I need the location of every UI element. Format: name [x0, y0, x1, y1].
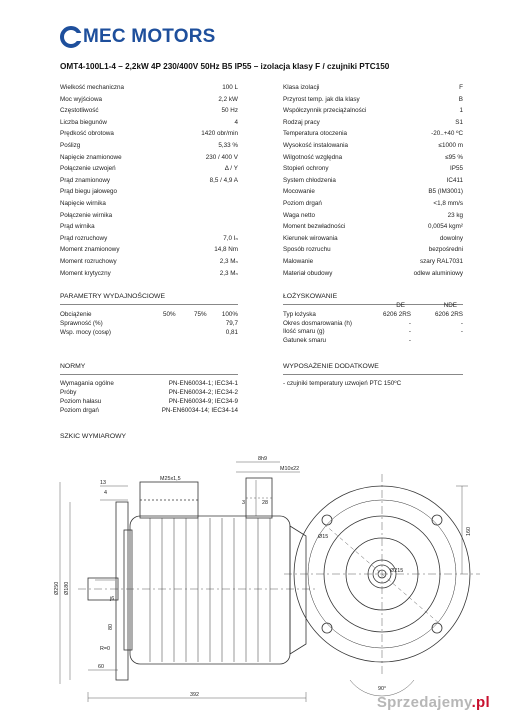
spec-value: 7,0 Iₙ	[223, 234, 238, 242]
dim-160: 160	[466, 527, 472, 536]
spec-value: 4	[234, 118, 238, 126]
dim-80: 80	[108, 624, 114, 630]
divider	[283, 374, 463, 375]
performance-cell: 75%	[194, 311, 207, 318]
dim-90: 90°	[378, 686, 387, 692]
bearings-cell: Gatunek smaru	[283, 336, 327, 344]
spec-value: -20..+40 ºC	[431, 130, 463, 138]
spec-label: Materiał obudowy	[283, 269, 333, 277]
divider	[60, 304, 238, 305]
spec-label: Klasa izolacji	[283, 84, 320, 91]
spec-value: B5 (IM3001)	[428, 188, 463, 196]
spec-label: Moment bezwładności	[283, 223, 346, 231]
norms-label: Poziom hałasu	[60, 398, 102, 405]
spec-label: Przyrost temp. jak dla klasy	[283, 95, 360, 103]
dim-m25: M25x1,5	[160, 476, 181, 482]
spec-value: 0,0054 kgm²	[427, 223, 463, 231]
bearings-table	[283, 302, 463, 348]
spec-label: Moment rozruchowy	[60, 258, 117, 265]
spec-label: Połączenie uzwojeń	[60, 165, 116, 173]
dim-j6: j6	[110, 596, 115, 602]
norms-heading: NORMY	[60, 363, 86, 370]
dim-15: Ø15	[318, 534, 329, 540]
norms-label: Próby	[60, 389, 77, 396]
spec-value: F	[459, 84, 463, 91]
spec-value: 100 L	[222, 84, 238, 91]
dim-r0: R=0	[100, 646, 111, 652]
spec-label: Współczynnik przeciążalności	[283, 107, 367, 115]
spec-label: Wilgotność względna	[283, 153, 343, 161]
extras-heading: WYPOSAŻENIE DODATKOWE	[283, 363, 379, 370]
drawing-heading: SZKIC WYMIAROWY	[60, 433, 127, 440]
spec-value: 8,5 / 4,9 A	[209, 176, 238, 184]
performance-cell: 0,81	[225, 329, 238, 336]
norms-value: PN-EN60034-1; IEC34-1	[168, 380, 238, 387]
spec-label: Moment krytyczny	[60, 269, 111, 277]
bearings-cell: -	[460, 328, 463, 336]
norms-label: Wymagania ogólne	[60, 380, 114, 387]
spec-label: Moc wyjściowa	[60, 95, 102, 103]
performance-cell: Wsp. mocy (cosφ)	[60, 329, 111, 336]
bearings-cell: Typ łożyska	[283, 311, 316, 318]
watermark-text: Sprzedajemy	[376, 694, 472, 711]
spec-value: 2,3 Mₙ	[219, 258, 238, 265]
spec-value: IC411	[446, 176, 463, 184]
norms-label: Poziom drgań	[60, 407, 99, 414]
bearings-column-header: NDE	[443, 302, 457, 309]
spec-value: Δ / Y	[224, 165, 238, 173]
dim-215: Ø215	[390, 568, 404, 574]
spec-label: Poślizg	[60, 142, 81, 149]
performance-cell: 79,7	[225, 320, 238, 327]
spec-value: 230 / 400 V	[205, 153, 238, 161]
bolt-hole	[322, 623, 332, 633]
performance-cell: Obciążenie	[60, 311, 92, 318]
spec-value: odlew aluminiowy	[413, 269, 463, 277]
spec-label: Prąd znamionowy	[60, 176, 111, 184]
spec-label: Napięcie znamionowe	[60, 153, 122, 161]
dim-13: 13	[100, 480, 106, 486]
performance-cell: 50%	[163, 311, 176, 318]
spec-label: Malowanie	[283, 258, 314, 265]
left-spec-table	[60, 84, 238, 284]
spec-value: 2,3 Mₙ	[219, 269, 238, 277]
watermark	[377, 694, 490, 711]
norms-value: PN-EN60034-9; IEC34-9	[168, 398, 238, 405]
spec-label: Połączenie wirnika	[60, 211, 113, 219]
dim-4: 4	[104, 490, 107, 496]
bearings-cell: 6206 2RS	[382, 311, 411, 318]
performance-table	[60, 311, 238, 341]
spec-value: <1,8 mm/s	[433, 200, 463, 207]
spec-label: Waga netto	[283, 211, 315, 219]
fan-cover	[290, 526, 306, 654]
spec-value: S1	[455, 118, 463, 126]
cooling-fins	[150, 518, 270, 662]
spec-label: Liczba biegunów	[60, 118, 107, 126]
spec-value: ≤95 %	[445, 153, 463, 161]
spec-value: 2,2 kW	[218, 95, 238, 103]
spec-label: Kierunek wirowania	[283, 234, 338, 242]
extras-item: - czujniki temperatury uzwojeń PTC 150ºC	[283, 380, 402, 387]
norms-value: PN-EN60034-2; IEC34-2	[168, 389, 238, 396]
divider	[60, 374, 238, 375]
dim-250: Ø250	[54, 581, 60, 595]
dim-m10: M10x22	[280, 466, 300, 472]
norms-value: PN-EN60034-14; IEC34-14	[161, 407, 238, 414]
norms-table	[60, 380, 238, 420]
spec-value: 1	[459, 107, 463, 115]
spec-label: System chłodzenia	[283, 176, 336, 184]
performance-cell: Sprawność (%)	[60, 320, 103, 327]
brand-logo	[60, 26, 216, 48]
bearings-cell: -	[408, 319, 411, 327]
spec-label: Poziom drgań	[283, 200, 322, 207]
bearings-cell: -	[460, 319, 463, 327]
right-spec-table	[283, 84, 463, 284]
spec-label: Prąd biegu jałowego	[60, 188, 118, 196]
watermark-suffix: .pl	[471, 694, 490, 711]
spec-value: 1420 obr/min	[201, 130, 238, 138]
spec-label: Rodzaj pracy	[283, 118, 320, 126]
bolt-hole	[432, 623, 442, 633]
dim-3: 3	[242, 500, 245, 506]
logo-text: MEC MOTORS	[83, 26, 216, 47]
spec-label: Moment znamionowy	[60, 246, 120, 254]
logo-o-icon	[60, 26, 82, 48]
spec-value: bezpośredni	[428, 246, 463, 254]
spec-value: IP55	[450, 165, 463, 173]
spec-label: Sposób rozruchu	[283, 246, 331, 254]
bearings-heading: ŁOŻYSKOWANIE	[283, 293, 338, 300]
dim-180: Ø180	[64, 581, 70, 595]
spec-value: 14,8 Nm	[214, 246, 238, 254]
spec-value: 5,33 %	[218, 142, 238, 149]
bearings-cell: -	[408, 336, 411, 344]
product-title: OMT4-100L1-4 – 2,2kW 4P 230/400V 50Hz B5 IP55 – izolacja klasy F / czujniki PTC150	[60, 62, 390, 71]
bolt-hole	[432, 515, 442, 525]
dim-60: 60	[98, 664, 104, 670]
spec-label: Prąd wirnika	[60, 223, 95, 231]
spec-label: Napięcie wirnika	[60, 200, 106, 207]
bearings-cell: 6206 2RS	[434, 311, 463, 318]
spec-label: Częstotliwość	[60, 107, 99, 115]
spec-label: Prąd rozruchowy	[60, 234, 108, 242]
spec-value: szary RAL7031	[419, 258, 463, 265]
spec-label: Prędkość obrotowa	[60, 130, 114, 138]
bearings-column-header: DE	[396, 302, 405, 309]
bearings-cell: -	[408, 328, 411, 336]
dim-8h9: 8h9	[258, 456, 267, 462]
dim-392: 392	[190, 692, 199, 698]
performance-cell: 100%	[221, 311, 238, 318]
spec-label: Mocowanie	[283, 188, 315, 196]
spec-label: Stopień ochrony	[283, 165, 329, 173]
spec-label: Wysokość instalowania	[283, 142, 349, 149]
spec-value: 23 kg	[447, 211, 463, 219]
dim-28: 28	[262, 500, 268, 506]
spec-value: dowolny	[439, 234, 463, 242]
bearings-cell: Ilość smaru (g)	[283, 328, 325, 336]
dimension-drawing	[0, 440, 508, 725]
spec-label: Temperatura otoczenia	[283, 130, 348, 138]
spec-label: Wielkość mechaniczna	[60, 84, 125, 91]
spec-value: ≤1000 m	[438, 142, 463, 149]
bearings-cell: Okres dosmarowania (h)	[283, 319, 352, 327]
spec-value: B	[458, 95, 463, 103]
spec-value: 50 Hz	[221, 107, 238, 115]
performance-heading: PARAMETRY WYDAJNOŚCIOWE	[60, 293, 165, 300]
bolt-hole	[322, 515, 332, 525]
